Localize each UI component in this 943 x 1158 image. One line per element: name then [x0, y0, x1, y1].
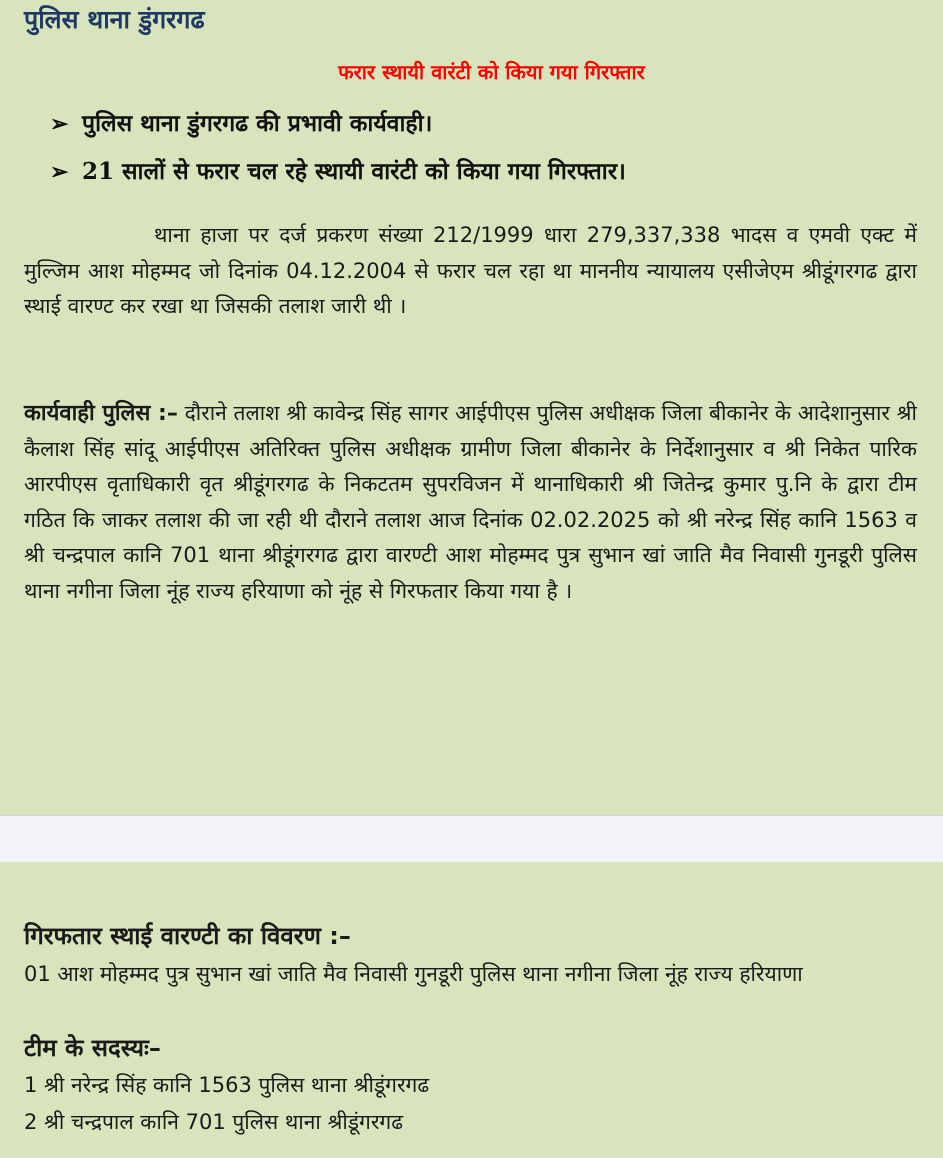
police-action-paragraph [24, 396, 917, 609]
highlight-item [50, 148, 626, 196]
arrested-warrantee-detail: 01 आश मोहम्मद पुत्र सुभान खां जाति मैव निवासी गुनडूरी पुलिस थाना नगीना जिला नूंह राज्य हरियाणा [24, 962, 803, 986]
arrow-bullet-icon: ➢ [50, 111, 69, 137]
case-paragraph: थाना हाजा पर दर्ज प्रकरण संख्या 212/1999 धारा 279,337,338 भादस व एमवी एक्ट में मुल्जिम आश मोहम्मद जो दिनांक 04.12.2004 से फरार चल रहा था माननीय न्यायालय एसीजेएम श्रीडूंगरगढ द्वारा स्थाई वारण्ट कर रखा था जिसकी तलाश जारी थी । [24, 223, 917, 318]
highlight-text: पुलिस थाना डुंगरगढ की प्रभावी कार्यवाही। [82, 110, 433, 137]
document-page-2 [0, 862, 943, 1158]
arrested-warrantee-heading: गिरफतार स्थाई वारण्टी का विवरण :– [24, 922, 351, 950]
highlights-list [50, 100, 626, 196]
team-members-list [24, 1067, 429, 1141]
police-action-heading: कार्यवाही पुलिस :– [24, 401, 178, 426]
arrow-bullet-icon: ➢ [50, 159, 69, 185]
team-member-item: 1 श्री नरेन्द्र सिंह कानि 1563 पुलिस थाना श्रीडूंगरगढ [24, 1073, 430, 1097]
station-title: पुलिस थाना डुंगरगढ [24, 5, 205, 34]
page-separator [0, 815, 943, 863]
police-action-text: दौराने तलाश श्री कावेन्द्र सिंह सागर आईपीएस पुलिस अधीक्षक जिला बीकानेर के आदेशानुसार श्री कैलाश सिंह सांदू आईपीएस अतिरिक्त पुलिस अधीक्षक ग्रामीण जिला बीकानेर के निर्देशानुसार व श्री निकेत पारिक आरपीएस वृताधिकारी वृत श्रीडूंगरगढ के निकटतम सुपरविजन में थानाधिकारी श्री जितेन्द्र कुमार पु.नि के द्वारा टीम गठित कि जाकर तलाश की जा रही थी दौराने तलाश आज दिनांक 02.02.2025 को श्री नरेन्द्र सिंह कानि 1563 व श्री चन्द्रपाल कानि 701 थाना श्रीडूंगरगढ द्वारा वारण्टी आश मोहम्मद पुत्र सुभान खां जाति मैव निवासी गुनडूरी पुलिस थाना नगीना जिला नूंह राज्य हरियाणा को नूंह से गिरफतार किया गया है । [24, 401, 917, 603]
highlight-text: 21 सालों से फरार चल रहे स्थायी वारंटी को किया गया गिरफ्तार। [82, 158, 626, 185]
team-member-item: 2 श्री चन्द्रपाल कानि 701 पुलिस थाना श्रीडूंगरगढ [24, 1110, 404, 1134]
team-members-heading: टीम के सदस्यः– [24, 1034, 161, 1062]
highlight-item [50, 100, 626, 148]
press-headline: फरार स्थायी वारंटी को किया गया गिरफ्तार [338, 60, 645, 84]
